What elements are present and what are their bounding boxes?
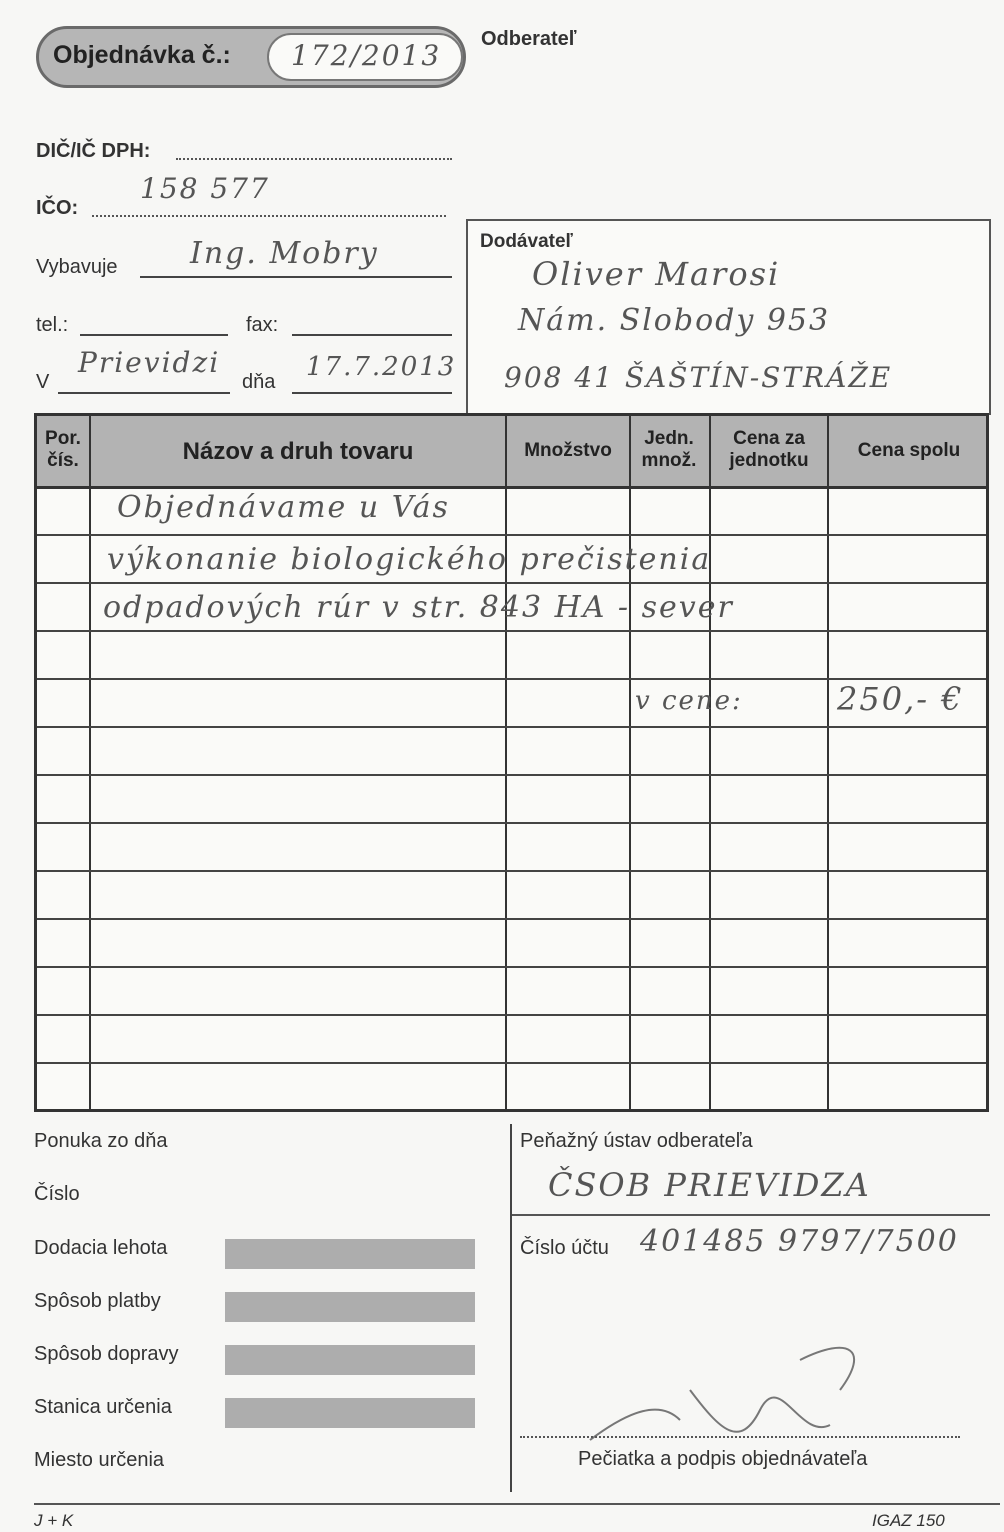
place-value: Prievidzi xyxy=(78,346,221,379)
row-divider xyxy=(37,822,986,824)
bank-value: ČSOB PRIEVIDZA xyxy=(548,1166,871,1204)
header-total: Cena spolu xyxy=(857,440,961,461)
header-unit-price: Cena za jednotku xyxy=(729,428,809,471)
date-value: 17.7.2013 xyxy=(306,352,457,382)
payment-label: Spôsob platby xyxy=(34,1290,161,1312)
fax-label: fax: xyxy=(246,314,279,336)
footer-left: J + K xyxy=(34,1511,74,1530)
row-divider xyxy=(37,774,986,776)
supplier-name: Oliver Marosi xyxy=(532,255,781,293)
transport-label: Spôsob dopravy xyxy=(34,1343,179,1365)
items-table xyxy=(34,413,989,1112)
handled-by-label: Vybavuje xyxy=(36,256,118,278)
signature-line[interactable] xyxy=(520,1432,960,1438)
header-unit: Jedn. množ. xyxy=(641,428,697,471)
supplier-label: Dodávateľ xyxy=(480,231,573,252)
ico-field[interactable] xyxy=(92,205,446,217)
order-number: 172/2013 xyxy=(291,39,442,72)
bottom-divider xyxy=(510,1124,512,1492)
bank-label: Peňažný ústav odberateľa xyxy=(520,1130,753,1152)
row-divider xyxy=(37,870,986,872)
payment-field[interactable] xyxy=(225,1292,475,1322)
order-title: Objednávka č.: xyxy=(53,41,231,69)
place-label: V xyxy=(36,371,50,393)
item-line-2: výkonanie biologického prečistenia xyxy=(107,542,712,577)
date-label: dňa xyxy=(242,371,276,393)
price-value: 250,- € xyxy=(837,680,964,718)
fax-field[interactable] xyxy=(292,320,452,336)
column-divider xyxy=(709,416,711,1109)
row-divider xyxy=(37,1014,986,1016)
tel-field[interactable] xyxy=(80,320,228,336)
vat-field[interactable] xyxy=(176,148,452,160)
supplier-box xyxy=(466,219,991,415)
number-label: Číslo xyxy=(34,1183,80,1205)
offer-label: Ponuka zo dňa xyxy=(34,1130,168,1152)
station-label: Stanica určenia xyxy=(34,1396,172,1418)
item-line-1: Objednávame u Vás xyxy=(117,490,450,525)
row-divider xyxy=(37,582,986,584)
delivery-label: Dodacia lehota xyxy=(34,1237,168,1259)
supplier-city: 908 41 ŠAŠTÍN-STRÁŽE xyxy=(504,361,893,394)
vat-label: DIČ/IČ DPH: xyxy=(36,140,151,162)
header-por: Por. čís. xyxy=(45,428,81,471)
destination-label: Miesto určenia xyxy=(34,1449,165,1471)
supplier-street: Nám. Slobody 953 xyxy=(518,303,831,338)
handled-by-value: Ing. Mobry xyxy=(190,236,379,271)
row-divider xyxy=(37,534,986,536)
header-qty: Množstvo xyxy=(524,440,612,461)
transport-field[interactable] xyxy=(225,1345,475,1375)
station-field[interactable] xyxy=(225,1398,475,1428)
footer-line xyxy=(34,1503,1000,1505)
account-label: Číslo účtu xyxy=(520,1237,609,1259)
item-line-3: odpadových rúr v str. 843 HA - sever xyxy=(103,590,734,625)
order-header xyxy=(36,26,466,88)
order-number-field[interactable] xyxy=(267,33,463,81)
delivery-field[interactable] xyxy=(225,1239,475,1269)
row-divider xyxy=(37,630,986,632)
signature xyxy=(570,1330,900,1460)
customer-label: Odberateľ xyxy=(481,28,577,50)
table-header xyxy=(37,416,986,489)
price-label: v cene: xyxy=(635,686,743,716)
account-value: 401485 9797/7500 xyxy=(640,1224,959,1259)
row-divider xyxy=(37,966,986,968)
ico-value: 158 577 xyxy=(140,172,270,205)
tel-label: tel.: xyxy=(36,314,69,336)
row-divider xyxy=(37,918,986,920)
ico-label: IČO: xyxy=(36,197,79,219)
row-divider xyxy=(37,1062,986,1064)
header-name: Názov a druh tovaru xyxy=(182,438,414,465)
row-divider xyxy=(37,726,986,728)
signature-label: Pečiatka a podpis objednávateľa xyxy=(578,1448,868,1470)
column-divider xyxy=(89,416,91,1109)
column-divider xyxy=(629,416,631,1109)
bank-underline xyxy=(512,1214,990,1216)
column-divider xyxy=(827,416,829,1109)
footer-right: IGAZ 150 xyxy=(872,1511,945,1530)
column-divider xyxy=(505,416,507,1109)
